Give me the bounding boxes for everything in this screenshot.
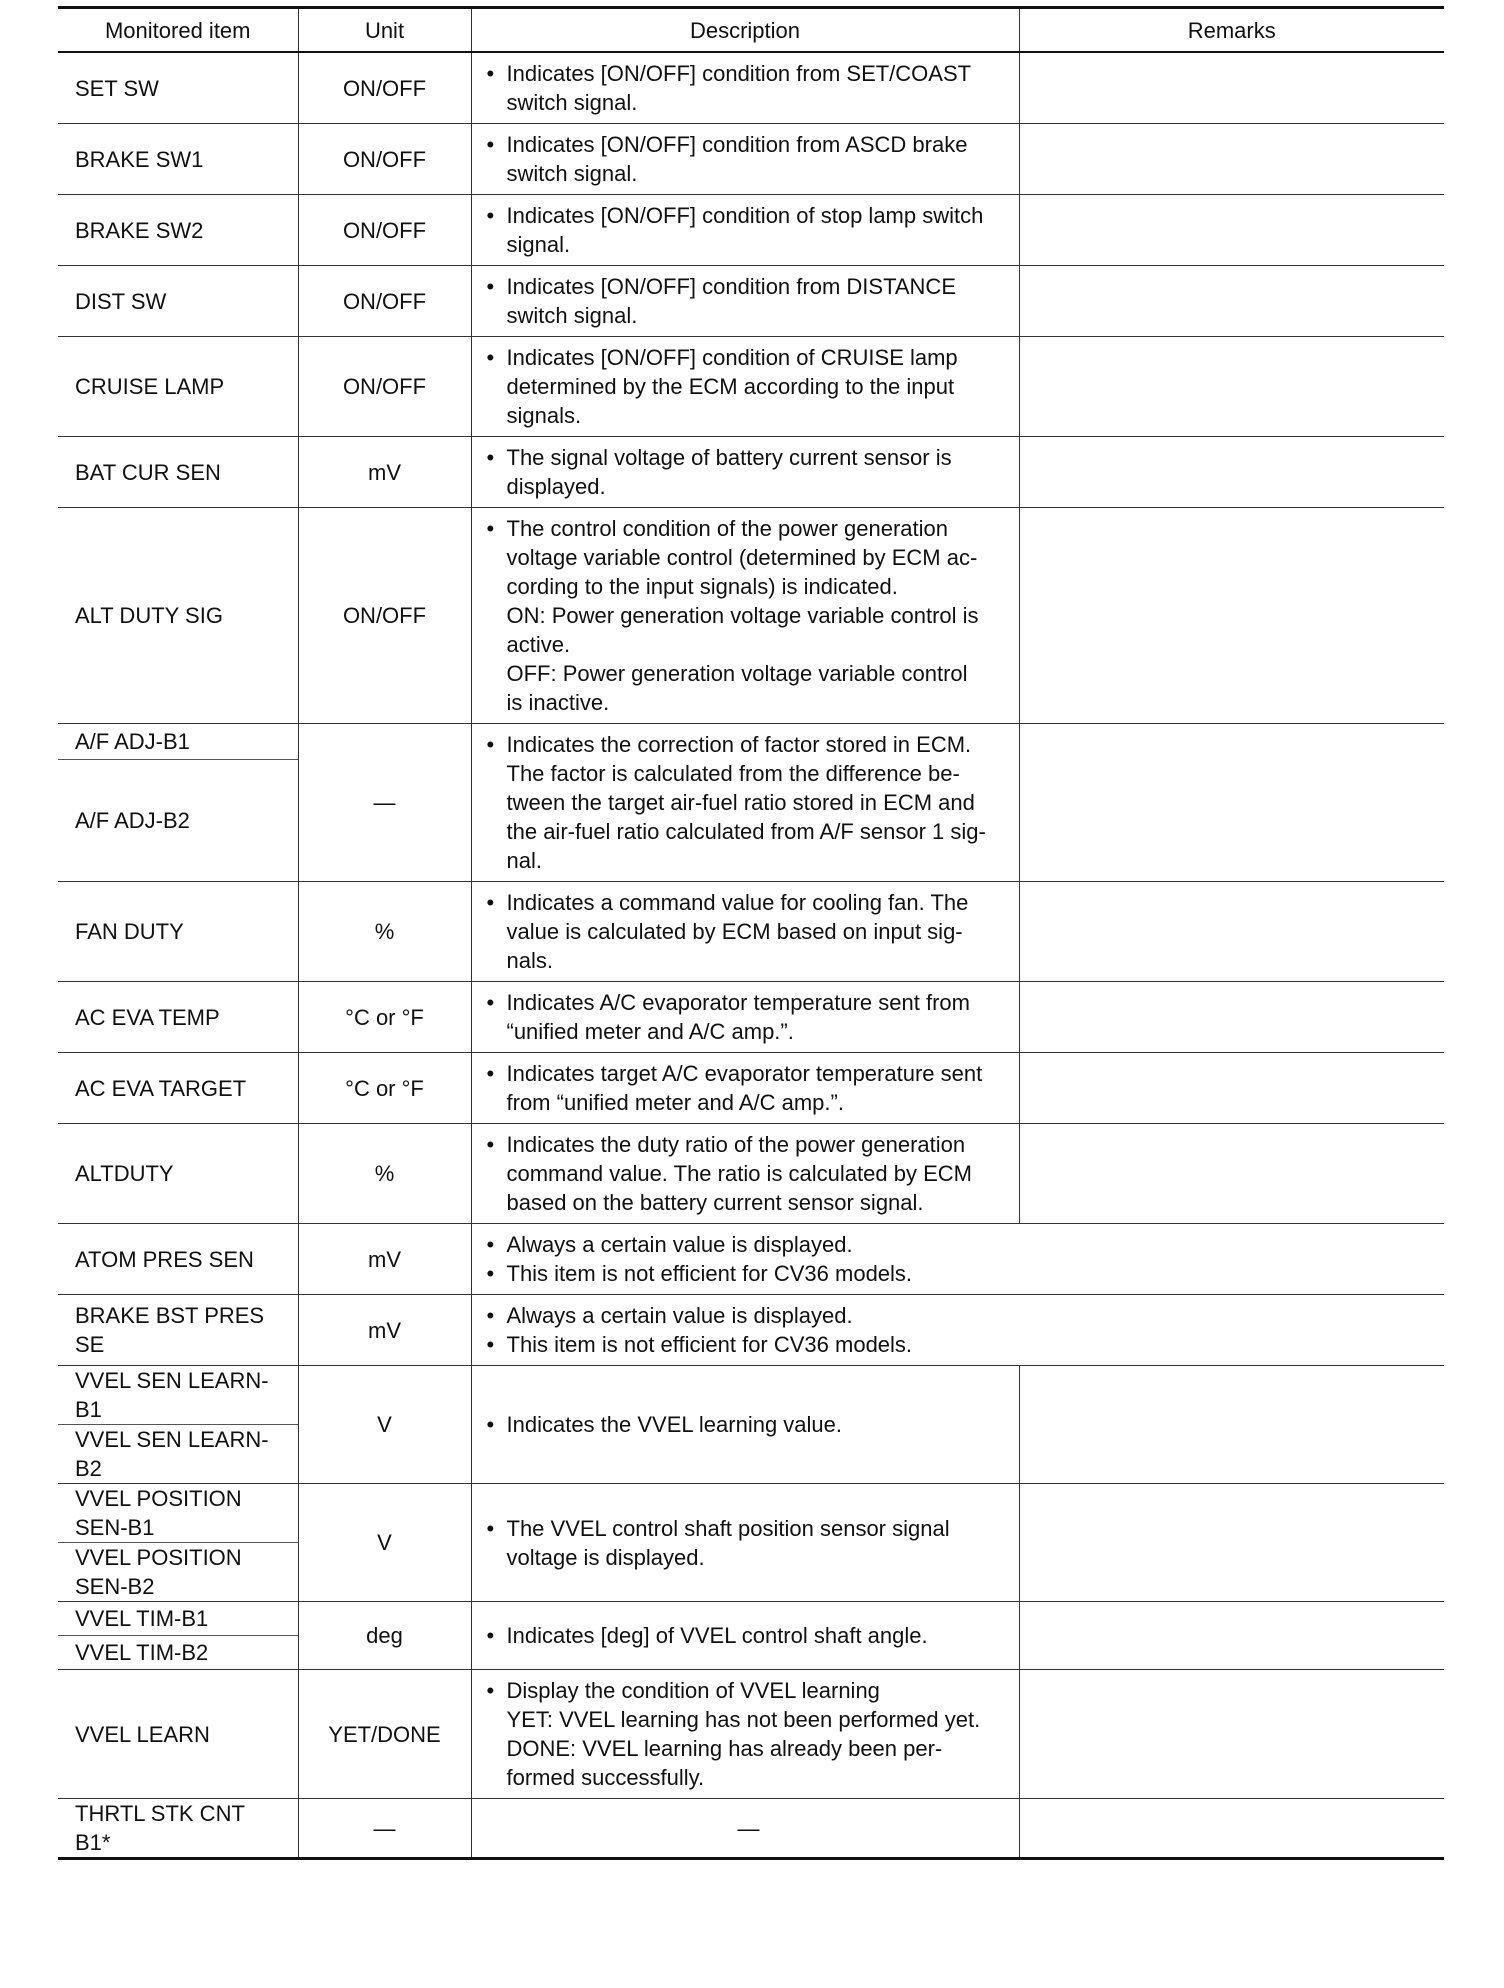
description-line: cording to the input signals) is indicated.: [506, 574, 898, 599]
description-line: signal.: [506, 232, 571, 257]
description-cell: [471, 1224, 1444, 1295]
table-row-vvel-tim-b1: [58, 1602, 1444, 1636]
table-row-bat-cur-sen: [58, 437, 1444, 508]
header-row: [58, 8, 1444, 53]
description-line: Indicates [ON/OFF] condition from ASCD brake: [506, 132, 968, 157]
description-line: switch signal.: [506, 303, 638, 328]
description-line: Indicates [ON/OFF] condition of stop lamp switch: [506, 203, 984, 228]
description-line: from “unified meter and A/C amp.”.: [506, 1090, 844, 1115]
unit-cell: %: [298, 882, 471, 982]
description-line: The signal voltage of battery current sensor is: [506, 445, 952, 470]
description-line: formed successfully.: [506, 1765, 705, 1790]
monitored-item-cell: AC EVA TEMP: [58, 982, 298, 1053]
item-line: B1*: [75, 1830, 111, 1855]
remarks-cell: [1019, 337, 1444, 437]
table-row-set-sw: [58, 52, 1444, 124]
bullet-dot: •: [486, 1232, 495, 1257]
monitored-item-cell: [58, 1484, 298, 1543]
description-cell: [471, 437, 1019, 508]
table-row-altduty: [58, 1124, 1444, 1224]
description-line: Indicates the VVEL learning value.: [506, 1412, 843, 1437]
description-cell: [471, 1670, 1019, 1799]
unit-cell: ON/OFF: [298, 508, 471, 724]
description-line: Indicates the duty ratio of the power generation: [506, 1132, 966, 1157]
unit-cell: mV: [298, 1224, 471, 1295]
monitored-item-cell: ALT DUTY SIG: [58, 508, 298, 724]
monitored-item-cell: VVEL TIM-B1: [58, 1602, 298, 1636]
monitored-item-cell: [58, 1799, 298, 1859]
table-row-brake-sw2: [58, 195, 1444, 266]
header-unit: Unit: [298, 8, 471, 53]
description-cell: [471, 124, 1019, 195]
bullet-dot: •: [486, 1303, 495, 1328]
bullet-dot: •: [486, 1261, 495, 1286]
bullet-dot: •: [486, 1132, 495, 1157]
description-line: is inactive.: [506, 690, 610, 715]
item-line: B2: [75, 1456, 102, 1481]
bullet-dot: •: [486, 890, 495, 915]
item-line: SEN-B1: [75, 1515, 155, 1540]
description-line: command value. The ratio is calculated by ECM: [506, 1161, 972, 1186]
description-line: the air-fuel ratio calculated from A/F sensor 1 sig-: [506, 819, 986, 844]
description-line: YET: VVEL learning has not been performed yet.: [506, 1707, 981, 1732]
description-line: based on the battery current sensor signal.: [506, 1190, 924, 1215]
monitored-item-cell: [58, 1366, 298, 1425]
bullet-dot: •: [486, 732, 495, 757]
description-line: switch signal.: [506, 161, 638, 186]
description-cell: [471, 1053, 1019, 1124]
description-line: nals.: [506, 948, 553, 973]
description-line: Indicates target A/C evaporator temperature sent: [506, 1061, 983, 1086]
table-row-dist-sw: [58, 266, 1444, 337]
remarks-cell: [1019, 124, 1444, 195]
table-row-ac-eva-temp: [58, 982, 1444, 1053]
description-line: Display the condition of VVEL learning: [506, 1678, 880, 1703]
unit-cell: mV: [298, 437, 471, 508]
description-cell: [471, 195, 1019, 266]
item-line: THRTL STK CNT: [75, 1801, 245, 1826]
bullet-dot: •: [486, 345, 495, 370]
monitored-item-cell: VVEL TIM-B2: [58, 1636, 298, 1670]
remarks-cell: [1019, 508, 1444, 724]
monitor-item-table: [58, 6, 1444, 1860]
monitored-item-cell: A/F ADJ-B2: [58, 759, 298, 881]
description-line: “unified meter and A/C amp.”.: [506, 1019, 794, 1044]
unit-cell: ON/OFF: [298, 337, 471, 437]
header-remarks: Remarks: [1019, 8, 1444, 53]
unit-cell: mV: [298, 1295, 471, 1366]
item-line: VVEL POSITION: [75, 1486, 242, 1511]
bullet-dot: •: [486, 61, 495, 86]
item-line: BRAKE BST PRES: [75, 1303, 265, 1328]
monitored-item-cell: ATOM PRES SEN: [58, 1224, 298, 1295]
unit-cell: —: [298, 1799, 471, 1859]
bullet-dot: •: [486, 1061, 495, 1086]
header-description: Description: [471, 8, 1019, 53]
table-row-brake-bst-pres-se: [58, 1295, 1444, 1366]
description-line: The VVEL control shaft position sensor signal: [506, 1515, 950, 1541]
bullet-dot: •: [486, 203, 495, 228]
table-row-vvel-learn: [58, 1670, 1444, 1799]
description-cell: [471, 1366, 1019, 1484]
description-line: Indicates A/C evaporator temperature sent from: [506, 990, 970, 1015]
description-cell: [471, 508, 1019, 724]
remarks-cell: [1019, 1366, 1444, 1484]
monitor-item-table-sheet: [58, 6, 1444, 1860]
bullet-dot: •: [486, 1412, 495, 1437]
description-line: active.: [506, 632, 571, 657]
unit-cell: deg: [298, 1602, 471, 1670]
description-line: Indicates [ON/OFF] condition from DISTANCE: [506, 274, 956, 299]
bullet-dot: •: [486, 1332, 495, 1357]
table-row-af-adj-b1: [58, 724, 1444, 760]
remarks-cell: [1019, 724, 1444, 882]
description-line: ON: Power generation voltage variable control is: [506, 603, 979, 628]
description-line: nal.: [506, 848, 542, 873]
item-line: SE: [75, 1332, 105, 1357]
monitored-item-cell: VVEL LEARN: [58, 1670, 298, 1799]
description-line: This item is not efficient for CV36 models.: [506, 1332, 913, 1357]
description-line: Indicates [deg] of VVEL control shaft angle.: [506, 1623, 928, 1648]
table-row-vvel-sen-learn-b1: [58, 1366, 1444, 1425]
table-row-atom-pres-sen: [58, 1224, 1444, 1295]
description-line: Indicates [ON/OFF] condition of CRUISE lamp: [506, 345, 958, 370]
remarks-cell: [1019, 1670, 1444, 1799]
description-line: switch signal.: [506, 90, 638, 115]
unit-cell: —: [298, 724, 471, 882]
monitored-item-cell: [58, 1295, 298, 1366]
description-line: Always a certain value is displayed.: [506, 1232, 853, 1257]
description-cell: [471, 1602, 1019, 1670]
unit-cell: %: [298, 1124, 471, 1224]
description-cell: [471, 266, 1019, 337]
description-line: Always a certain value is displayed.: [506, 1303, 853, 1328]
bullet-dot: •: [486, 516, 495, 541]
description-line: Indicates the correction of factor stored in ECM.: [506, 732, 972, 757]
description-line: value is calculated by ECM based on input sig-: [506, 919, 963, 944]
unit-cell: YET/DONE: [298, 1670, 471, 1799]
item-line: VVEL SEN LEARN-: [75, 1368, 269, 1393]
description-line: This item is not efficient for CV36 models.: [506, 1261, 913, 1286]
table-row-fan-duty: [58, 882, 1444, 982]
description-line: signals.: [506, 403, 582, 428]
unit-cell: V: [298, 1366, 471, 1484]
description-line: voltage variable control (determined by ECM ac-: [506, 545, 978, 570]
description-line: displayed.: [506, 474, 606, 499]
unit-cell: °C or °F: [298, 982, 471, 1053]
remarks-cell: [1019, 1484, 1444, 1602]
remarks-cell: [1019, 52, 1444, 124]
description-line: OFF: Power generation voltage variable control: [506, 661, 968, 686]
unit-cell: °C or °F: [298, 1053, 471, 1124]
monitored-item-cell: SET SW: [58, 52, 298, 124]
table-row-alt-duty-sig: [58, 508, 1444, 724]
description-cell: [471, 1484, 1019, 1602]
monitored-item-cell: A/F ADJ-B1: [58, 724, 298, 760]
description-cell: [471, 882, 1019, 982]
description-line: The factor is calculated from the difference be-: [506, 761, 960, 786]
remarks-cell: [1019, 437, 1444, 508]
monitored-item-cell: FAN DUTY: [58, 882, 298, 982]
description-cell: [471, 337, 1019, 437]
remarks-cell: [1019, 266, 1444, 337]
bullet-dot: •: [486, 445, 495, 470]
description-line: Indicates [ON/OFF] condition from SET/COAST: [506, 61, 972, 86]
remarks-cell: [1019, 1124, 1444, 1224]
monitored-item-cell: BRAKE SW1: [58, 124, 298, 195]
bullet-dot: •: [486, 990, 495, 1015]
item-line: VVEL SEN LEARN-: [75, 1427, 269, 1452]
monitored-item-cell: BRAKE SW2: [58, 195, 298, 266]
table-row-brake-sw1: [58, 124, 1444, 195]
unit-cell: ON/OFF: [298, 52, 471, 124]
description-line: The control condition of the power generation: [506, 516, 949, 541]
description-line: Indicates a command value for cooling fan. The: [506, 890, 969, 915]
bullet-dot: •: [486, 1623, 495, 1648]
table-row-cruise-lamp: [58, 337, 1444, 437]
table-row-vvel-position-sen-b1: [58, 1484, 1444, 1543]
remarks-cell: [1019, 195, 1444, 266]
bullet-dot: •: [486, 132, 495, 157]
monitored-item-cell: CRUISE LAMP: [58, 337, 298, 437]
monitored-item-cell: AC EVA TARGET: [58, 1053, 298, 1124]
description-cell: [471, 1295, 1444, 1366]
description-cell: [471, 1124, 1019, 1224]
bullet-dot: •: [486, 1678, 495, 1703]
remarks-cell: [1019, 982, 1444, 1053]
monitored-item-cell: ALTDUTY: [58, 1124, 298, 1224]
header-monitored-item: Monitored item: [58, 8, 298, 53]
unit-cell: V: [298, 1484, 471, 1602]
item-line: SEN-B2: [75, 1574, 155, 1599]
monitored-item-cell: DIST SW: [58, 266, 298, 337]
unit-cell: ON/OFF: [298, 124, 471, 195]
remarks-cell: [1019, 882, 1444, 982]
monitored-item-cell: BAT CUR SEN: [58, 437, 298, 508]
remarks-cell: [1019, 1053, 1444, 1124]
table-row-ac-eva-target: [58, 1053, 1444, 1124]
bullet-dot: •: [486, 1515, 495, 1541]
unit-cell: ON/OFF: [298, 195, 471, 266]
table-row-thrtl-stk-cnt-b1: [58, 1799, 1444, 1859]
description-cell: —: [471, 1799, 1019, 1859]
description-line: voltage is displayed.: [506, 1544, 705, 1570]
description-line: DONE: VVEL learning has already been per-: [506, 1736, 943, 1761]
bullet-dot: •: [486, 274, 495, 299]
description-line: tween the target air-fuel ratio stored in ECM and: [506, 790, 975, 815]
remarks-cell: [1019, 1799, 1444, 1859]
description-cell: [471, 982, 1019, 1053]
description-line: determined by the ECM according to the input: [506, 374, 955, 399]
remarks-cell: [1019, 1602, 1444, 1670]
item-line: VVEL POSITION: [75, 1545, 242, 1570]
description-cell: [471, 52, 1019, 124]
monitored-item-cell: [58, 1425, 298, 1484]
item-line: B1: [75, 1397, 102, 1422]
unit-cell: ON/OFF: [298, 266, 471, 337]
description-cell: [471, 724, 1019, 882]
monitored-item-cell: [58, 1543, 298, 1602]
